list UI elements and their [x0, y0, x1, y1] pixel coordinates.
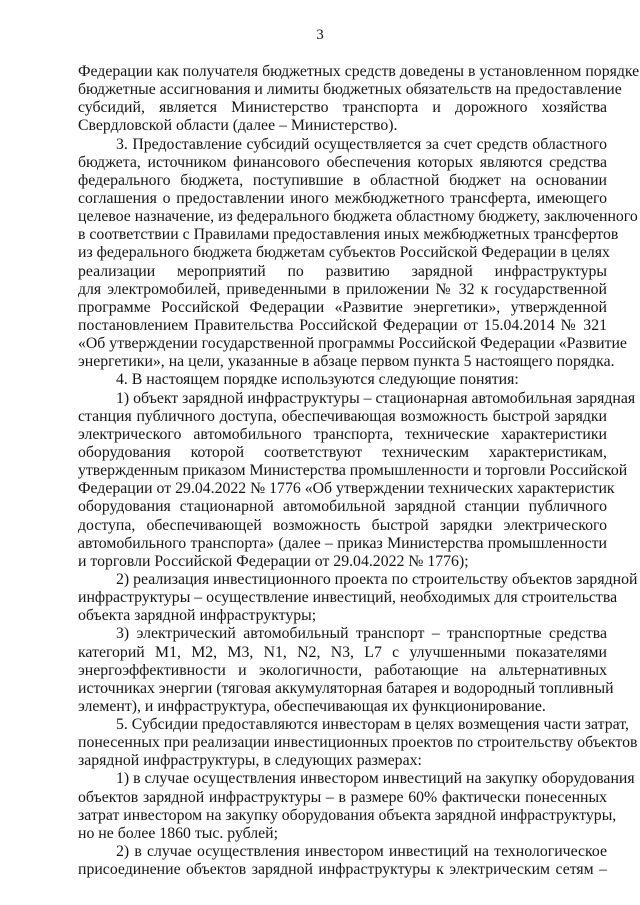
text-line: 4. В настоящем порядке используются следующие понятия:	[116, 371, 519, 389]
text-line: бюджета, источником финансового обеспечения которых являются средства	[78, 153, 607, 171]
text-line: источниках энергии (тяговая аккумуляторная батарея и водородный топливный	[78, 679, 614, 697]
text-line: 2) реализация инвестиционного проекта по строительству объектов зарядной	[116, 570, 638, 588]
text-line: понесенных при реализации инвестиционных проектов по строительству объектов	[78, 734, 638, 752]
text-line: присоединение объектов зарядной инфраструктуры к электрическим сетям –	[78, 861, 607, 879]
text-line: автомобильного транспорта» (далее – приказ Министерства промышленности	[78, 534, 607, 552]
text-line: из федерального бюджета бюджетам субъектов Российской Федерации в целях	[78, 244, 610, 262]
text-line: программе Российской Федерации «Развитие энергетики», утвержденной	[78, 298, 607, 316]
text-line: в соответствии с Правилами предоставления иных межбюджетных трансфертов	[78, 226, 619, 244]
text-line: бюджетные ассигнования и лимиты бюджетных обязательств на предоставление	[78, 81, 622, 99]
document-body	[78, 63, 640, 879]
text-line: оборудования которой соответствуют техническим характеристикам,	[78, 443, 607, 461]
text-line: энергетики», на цели, указанные в абзаце первом пункта 5 настоящего порядка.	[78, 353, 615, 371]
text-line: «Об утверждении государственной программы Российской Федерации «Развитие	[78, 335, 627, 353]
text-line: объектов зарядной инфраструктуры – в размере 60% фактически понесенных	[78, 788, 607, 806]
text-line: 5. Субсидии предоставляются инвесторам в целях возмещения части затрат,	[116, 716, 629, 734]
text-line: соглашения о предоставлении иного межбюджетного трансферта, имеющего	[78, 189, 607, 207]
text-line: 2) в случае осуществления инвестором инвестиций на технологическое	[116, 843, 607, 861]
text-line: инфраструктуры – осуществление инвестиций, необходимых для строительства	[78, 589, 618, 607]
text-line: но не более 1860 тыс. рублей;	[78, 824, 279, 842]
text-line: Свердловской области (далее – Министерство).	[78, 117, 398, 135]
text-line: и торговли Российской Федерации от 29.04.2022 № 1776);	[78, 552, 469, 570]
text-line: реализации мероприятий по развитию зарядной инфраструктуры	[78, 262, 607, 280]
page-number: 3	[316, 27, 324, 43]
text-line: постановлением Правительства Российской Федерации от 15.04.2014 № 321	[78, 316, 607, 334]
text-line: зарядной инфраструктуры, в следующих размерах:	[78, 752, 422, 770]
text-line: 3) электрический автомобильный транспорт – транспортные средства	[116, 625, 607, 643]
text-line: затрат инвестором на закупку оборудования объекта зарядной инфраструктуры,	[78, 806, 617, 824]
text-line: оборудования стационарной автомобильной зарядной станции публичного	[78, 498, 607, 516]
text-line: федерального бюджета, поступившие в областной бюджет на основании	[78, 171, 607, 189]
text-line: 1) объект зарядной инфраструктуры – стационарная автомобильная зарядная	[116, 389, 636, 407]
text-line: утвержденным приказом Министерства промышленности и торговли Российской	[78, 462, 628, 480]
text-line: электрического автомобильного транспорта, технические характеристики	[78, 425, 607, 443]
text-line: субсидий, является Министерство транспорта и дорожного хозяйства	[78, 99, 607, 117]
text-line: доступа, обеспечивающей возможность быстрой зарядки электрического	[78, 516, 607, 534]
text-line: категорий M1, M2, M3, N1, N2, N3, L7 с улучшенными показателями	[78, 643, 607, 661]
text-line: 1) в случае осуществления инвестором инвестиций на закупку оборудования	[116, 770, 635, 788]
text-line: объекта зарядной инфраструктуры;	[78, 607, 317, 625]
text-line: 3. Предоставление субсидий осуществляется за счет средств областного	[116, 135, 607, 153]
text-line: Федерации как получателя бюджетных средств доведены в установленном порядке	[78, 63, 640, 80]
text-line: для электромобилей, приведенными в приложении № 32 к государственной	[78, 280, 607, 298]
text-line: Федерации от 29.04.2022 № 1776 «Об утверждении технических характеристик	[78, 480, 615, 498]
text-line: целевое назначение, из федерального бюджета областному бюджету, заключенного	[78, 208, 638, 226]
text-line: элемент), и инфраструктура, обеспечивающая их функционирование.	[78, 697, 546, 715]
text-line: энергоэффективности и экологичности, работающие на альтернативных	[78, 661, 607, 679]
text-line: станция публичного доступа, обеспечивающая возможность быстрой зарядки	[78, 407, 607, 425]
